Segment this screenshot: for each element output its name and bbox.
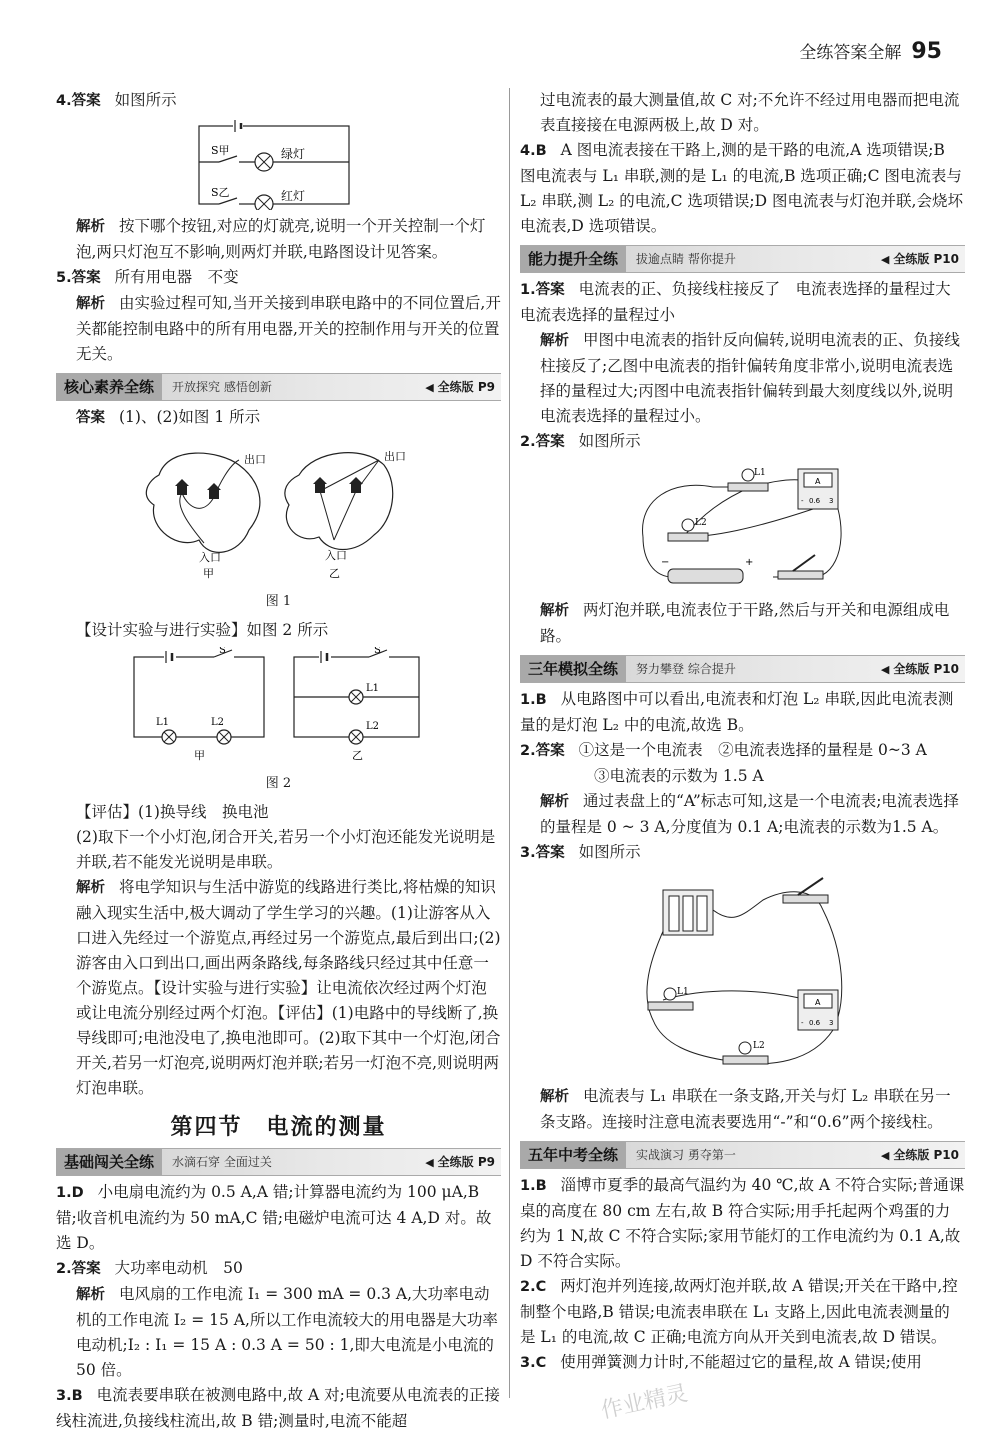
page-header [799,38,942,64]
mock-2-line2: ③电流表的示数为 1.5 A [594,767,764,785]
svg-text:甲: 甲 [202,567,214,580]
exam-2: 2.C 两灯泡并列连接,故两灯泡并联,故 A 错误;开关在干路中,控制整个电路,B 错误;电流表串联在 L₁ 支路上,因此电流表测量的是 L₁ 的电流,故 C 正确;电流方向从开关到电流表,故 D 错误。 [520,1277,958,1346]
arrow-icon: ◀ [880,662,890,676]
label-s2: S乙 [210,186,230,199]
circuit-figure-ability-2 [633,459,853,594]
route-figure-1 [129,435,429,585]
exam-3: 3.C 使用弹簧测力计时,不能超过它的量程,故 A 错误;使用 [520,1353,922,1371]
answer-5: 5.答案 所有用电器 不变 [56,268,239,286]
mock-3-analysis: 解析 电流表与 L₁ 串联在一条支路,开关与灯 L₂ 串联在另一条支路。连接时注意电流表要选用“-”和“0.6”两个接线柱。 [540,1087,951,1131]
section-band-mock: 三年模拟全练 努力攀登 综合提升 ◀ 全练版 P10 [520,655,965,683]
svg-text:0.6: 0.6 [808,497,820,505]
circuit-figure-2 [124,647,434,767]
column-divider [509,88,510,1398]
figure-2-caption: 图 2 [265,776,292,791]
mock-2-analysis: 解析 通过表盘上的“A”标志可知,这是一个电流表;电流表选择的量程是 0 ~ 3 A,分度值为 0.1 A;电流表的示数为1.5 A。 [540,792,959,836]
mock-1: 1.B 从电路图中可以看出,电流表和灯泡 L₂ 串联,因此电流表测量的是灯泡 L₂ 中的电流,故选 B。 [520,690,954,734]
svg-text:S: S [373,647,381,656]
figure-1-caption: 图 1 [265,594,292,609]
mock-3: 3.答案 如图所示 [520,843,641,861]
label-s1: S甲 [210,144,230,157]
svg-text:L1: L1 [155,717,169,728]
ability-2: 2.答案 如图所示 [520,432,641,450]
circuit-figure-q4 [189,118,369,210]
watermark: 作业精灵 [598,1381,691,1424]
basic-2: 2.答案 大功率电动机 50 [56,1259,243,1277]
section-title: 第四节 电流的测量 [170,1115,387,1140]
arrow-icon: ◀ [425,1155,434,1169]
svg-text:A: A [814,998,820,1007]
svg-text:3: 3 [828,1019,833,1027]
basic-2-analysis: 解析 电风扇的工作电流 I₁ = 300 mA = 0.3 A,大功率电动机的工作电流 I₂ = 15 A,所以工作电流较大的用电器是大功率电动机;I₂ : I₁ = 15 A : 0.3 A = 50 : 1,即大电流是小电流的 50 倍。 [76,1285,498,1379]
svg-text:L1: L1 [753,468,766,478]
analysis-5: 解析 由实验过程可知,当开关接到串联电路中的不同位置后,开关都能控制电路中的所有用电器,开关的控制作用与开关的位置无关。 [76,294,501,363]
core-answer: 答案 (1)、(2)如图 1 所示 [76,408,261,426]
basic-1: 1.D 小电扇电流约为 0.5 A,A 错;计算器电流约为 100 μA,B 错;收音机电流约为 50 mA,C 错;电磁炉电流可达 4 A,D 对。故选 D。 [56,1183,492,1252]
label-red: 红灯 [280,189,305,203]
eval-1: 【评估】(1)换导线 换电池 [76,803,269,821]
ability-1: 1.答案 电流表的正、负接线柱接反了 电流表选择的量程过大 电流表选择的量程过小 [520,280,967,324]
exam-1: 1.B 淄博市夏季的最高气温约为 40 ℃,故 A 不符合实际;普通课桌的高度在 80 cm 左右,故 B 符合实际;用手托起两个鸡蛋的力约为 1 N,故 C 不符合实际;家用节能灯的工作电流约为 0.1 A,故 D 不符合实际。 [520,1176,965,1270]
svg-text:L2: L2 [694,518,707,528]
svg-text:L1: L1 [365,683,379,694]
svg-text:-: - [800,497,804,505]
svg-text:乙: 乙 [328,567,340,580]
section-band-ability: 能力提升全练 拔逾点睛 帮你提升 ◀ 全练版 P10 [520,245,965,273]
right-column [520,88,965,1376]
svg-text:L2: L2 [752,1041,765,1051]
svg-text:L1: L1 [676,987,689,997]
page-number: 95 [911,39,942,64]
section-band-core: 核心素养全练 开放探究 感悟创新 ◀ 全练版 P9 [56,373,501,401]
svg-text:L2: L2 [210,717,224,728]
arrow-icon: ◀ [880,252,890,266]
svg-text:+: + [744,557,753,568]
ability-1-analysis: 解析 甲图中电流表的指针反向偏转,说明电流表的正、负接线柱接反了;乙图中电流表的指针偏转角度非常小,说明电流表选择的量程过大;丙图中电流表指针偏转到最大刻度线以外,说明电流表选择的量程过小。 [540,331,960,425]
svg-text:A: A [814,477,820,486]
svg-text:甲: 甲 [193,749,205,762]
circuit-figure-mock-3 [633,870,853,1080]
header-title: 全练答案全解 [799,43,902,63]
basic-3: 3.B 电流表要串联在被测电路中,故 A 对;电流要从电流表的正接线柱流进,负接线柱流出,故 B 错;测量时,电流不能超 [56,1386,500,1430]
label-green: 绿灯 [280,147,305,161]
left-column [56,88,501,1434]
svg-text:0.6: 0.6 [808,1019,820,1027]
svg-text:3: 3 [828,497,833,505]
svg-text:L2: L2 [365,721,379,732]
svg-text:出口: 出口 [243,453,266,466]
svg-text:出口: 出口 [383,450,406,463]
ability-2-analysis: 解析 两灯泡并联,电流表位于干路,然后与开关和电源组成电路。 [540,601,950,645]
analysis-4: 解析 按下哪个按钮,对应的灯就亮,说明一个开关控制一个灯泡,两只灯泡互不影响,则两灯并联,电路图设计见答案。 [76,217,486,261]
basic-4: 4.B A 图电流表接在干路上,测的是干路的电流,A 选项错误;B 图电流表与 L₁ 串联,测的是 L₁ 的电流,B 选项正确;C 图电流表与 L₂ 串联,测 L₂ 的电流,C 选项错误;D 图电流表与灯泡并联,会烧坏电流表,D 选项错误。 [520,141,963,235]
eval-2: (2)取下一个小灯泡,闭合开关,若另一个小灯泡还能发光说明是并联,若不能发光说明是串联。 [76,828,496,871]
svg-text:-: - [800,1019,804,1027]
design-text: 【设计实验与进行实验】如图 2 所示 [76,621,329,639]
svg-text:入口: 入口 [324,549,347,562]
section-band-basic: 基础闯关全练 水滴石穿 全面过关 ◀ 全练版 P9 [56,1148,501,1176]
answer-4: 4.答案 如图所示 [56,91,177,109]
svg-text:乙: 乙 [351,749,363,762]
core-analysis: 解析 将电学知识与生活中游览的线路进行类比,将枯燥的知识融入现实生活中,极大调动了学生学习的兴趣。(1)让游客从入口进入先经过一个游览点,再经过另一个游览点,最后到出口;(2)游客由入口到出口,画出两条路线,每条路线只经过其中任意一个游览点。【设计实验与进行实验】让电流依次经过两个灯泡或让电流分别经过两个灯泡。【评估】(1)电路中的导线断了,换导线即可;电池没电了,换电池即可。(2)取下其中一个灯泡,闭合开关,若另一灯泡亮,说明两灯泡并联;若另一灯泡不亮,则说明两灯泡串联。 [76,878,501,1097]
arrow-icon: ◀ [880,1148,890,1162]
arrow-icon: ◀ [425,380,434,394]
svg-text:−: − [660,557,669,568]
mock-2: 2.答案 ①这是一个电流表 ②电流表选择的量程是 0~3 A [520,741,927,759]
svg-text:S: S [218,647,226,656]
section-band-exam: 五年中考全练 实战演习 勇夺第一 ◀ 全练版 P10 [520,1141,965,1169]
basic-3-cont: 过电流表的最大测量值,故 C 对;不允许不经过用电器而把电流表直接接在电源两极上,故 D 对。 [540,91,960,134]
svg-text:入口: 入口 [198,551,221,564]
